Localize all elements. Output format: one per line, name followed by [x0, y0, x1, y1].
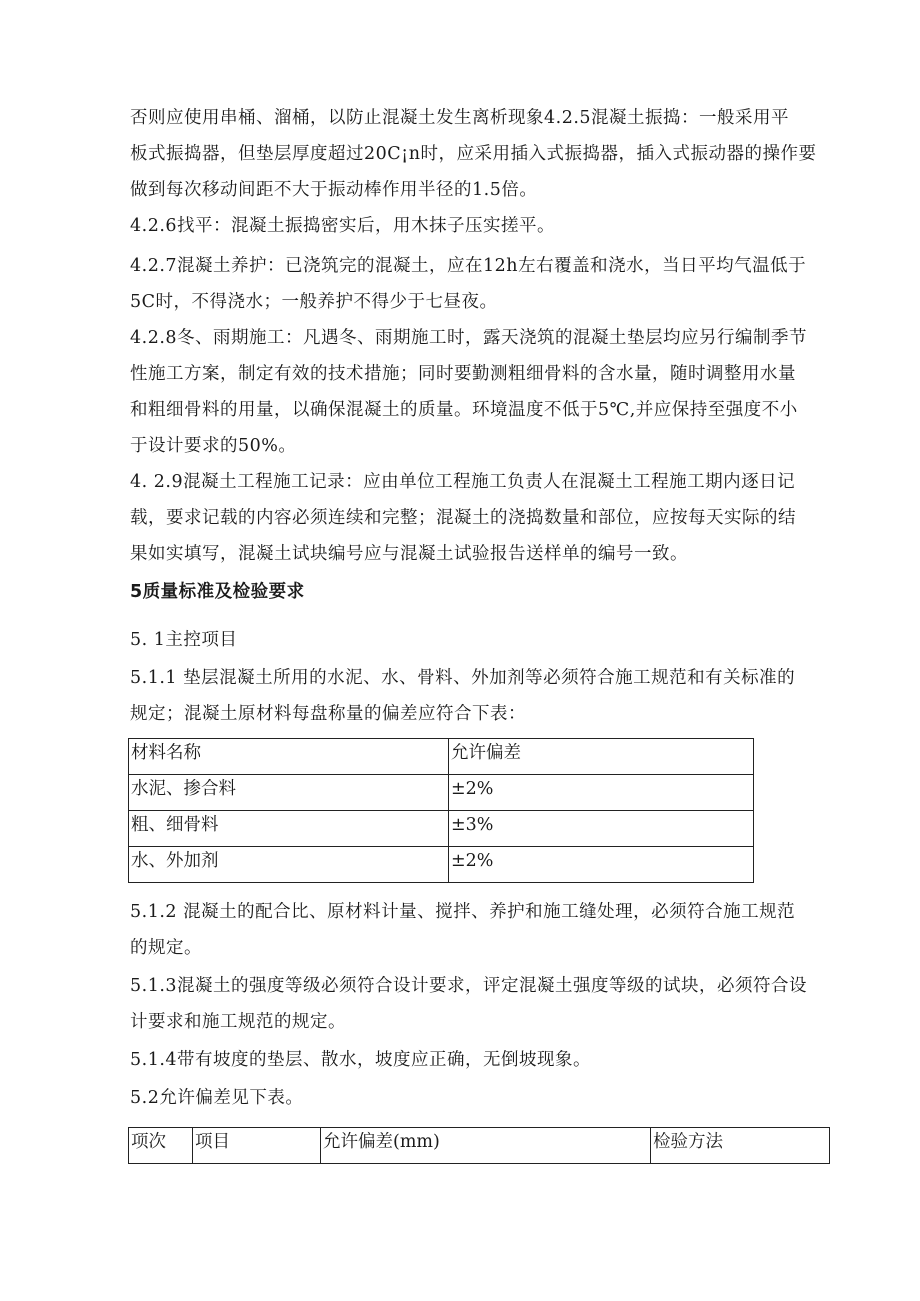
table-header-cell: 项次 [129, 1128, 193, 1164]
paragraph-4-2-9: 4. 2.9混凝土工程施工记录：应由单位工程施工负责人在混凝土工程施工期内逐日记 载，要求记载的内容必须连续和完整；混凝土的浇捣数量和部位，应按每天实际的结 果如实填写，混凝土试块编号应与混凝土试验报告送样单的编号一致。 [130, 472, 796, 564]
paragraph-5-2: 5.2允许偏差见下表。 [130, 1088, 304, 1108]
paragraph-5-1-3: 5.1.3混凝土的强度等级必须符合设计要求，评定混凝土强度等级的试块，必须符合设 计要求和施工规范的规定。 [130, 976, 808, 1032]
paragraph-4-2-6: 4.2.6找平：混凝土振捣密实后，用木抹子压实搓平。 [130, 216, 556, 236]
tolerance-table [128, 1127, 830, 1164]
paragraph-4-2-5: 否则应使用串桶、溜桶，以防止混凝土发生离析现象4.2.5混凝土振捣：一般采用平 板式振捣器，但垫层厚度超过20C¡n时，应采用插入式振捣器，插入式振动器的操作要 做到每次移动间距不大于振动棒作用半径的1.5倍。 [130, 108, 817, 200]
table-header-cell: 检验方法 [651, 1128, 830, 1164]
table-row [129, 811, 754, 847]
table-header-cell: 允许偏差 [449, 739, 754, 775]
paragraph-5-1-2: 5.1.2 混凝土的配合比、原材料计量、搅拌、养护和施工缝处理，必须符合施工规范 的规定。 [130, 902, 796, 958]
table-cell: 粗、细骨料 [129, 811, 449, 847]
table-cell: 水泥、掺合料 [129, 775, 449, 811]
table-header-row [129, 739, 754, 775]
subsection-heading-5-1: 5. 1主控项目 [130, 630, 238, 650]
paragraph-5-1-4: 5.1.4带有坡度的垫层、散水，坡度应正确，无倒坡现象。 [130, 1050, 592, 1070]
table-header-cell: 项目 [193, 1128, 321, 1164]
table-row [129, 847, 754, 883]
paragraph-4-2-7: 4.2.7混凝土养护：已浇筑完的混凝土，应在12h左右覆盖和浇水，当日平均气温低于 5C时，不得浇水；一般养护不得少于七昼夜。 [130, 256, 807, 312]
table-cell: 水、外加剂 [129, 847, 449, 883]
table-cell: ±2% [449, 847, 754, 883]
paragraph-4-2-8: 4.2.8冬、雨期施工：凡遇冬、雨期施工时，露天浇筑的混凝土垫层均应另行编制季节 性施工方案，制定有效的技术措施；同时要勤测粗细骨料的含水量，随时调整用水量 和粗细骨料的用量，以确保混凝土的质量。环境温度不低于5℃,并应保持至强度不小 于设计要求的50%。 [130, 328, 808, 456]
table-cell: ±3% [449, 811, 754, 847]
table-header-cell: 材料名称 [129, 739, 449, 775]
material-tolerance-table [128, 738, 754, 883]
paragraph-5-1-1: 5.1.1 垫层混凝土所用的水泥、水、骨料、外加剂等必须符合施工规范和有关标准的 规定；混凝土原材料每盘称量的偏差应符合下表： [130, 668, 796, 724]
table-cell: ±2% [449, 775, 754, 811]
table-header-row [129, 1128, 830, 1164]
table-header-cell: 允许偏差(mm) [321, 1128, 651, 1164]
section-heading-5: 5质量标准及检验要求 [130, 582, 305, 602]
table-row [129, 775, 754, 811]
